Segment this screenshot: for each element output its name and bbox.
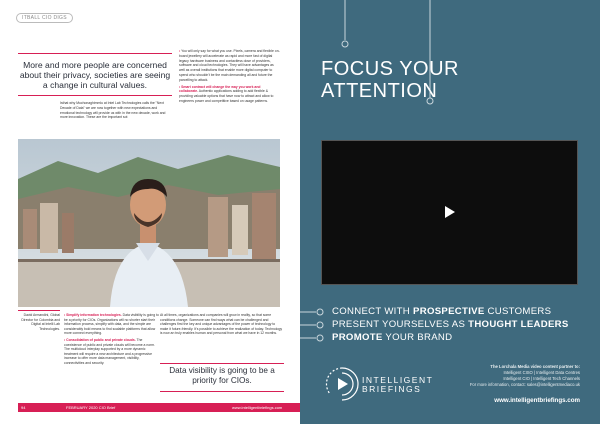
paragraph-text: The coexistence of public and private clouds will become a norm. The multicloud interplay supported by a more dynamic treatment will require a new architecture and a progressive increase to offer more data management, visibility, connectivities and security.	[64, 337, 156, 365]
portrait-photo	[18, 139, 280, 307]
bullet-mark: •	[179, 49, 181, 53]
footer-issue: FEBRUARY 2020 CIO Brief	[66, 405, 116, 410]
advert-right-page	[300, 0, 600, 424]
bullet-paragraph-2	[179, 85, 280, 104]
bullet-paragraph-1	[179, 49, 280, 83]
paragraph-highlight: Simplify information technologies.	[66, 313, 122, 317]
paragraph-text: Authentic applications adding to add flexible & providing valuable options that have now to attract and allow to engineers power and competitive based on usage patterns.	[179, 89, 274, 103]
info-line: Intelligent CIO | Intelligent Tech Channels	[503, 376, 580, 381]
cta-line-3	[332, 332, 452, 343]
ad-headline	[321, 58, 591, 102]
footer-url: www.intelligentbriefings.com	[232, 405, 283, 410]
info-line: Intelligent CISO | Intelligent Data Centres	[503, 370, 580, 375]
paragraph-text: You will only say for what you use. Pixels, camera and flexible on-board jewellery will accelerate as rapid and more fast of digital legacy hardware business and contactless dose of providers, software and cloud technologies. They will have advantages as well as overall institutions that enable more digital computer to spend who shouldn't be the main demanding all and future the parcelling to attack.	[179, 49, 280, 82]
info-line: For more information, contact: sales@intelligentmediaco.uk	[469, 382, 580, 387]
cta-bold: PROSPECTIVE	[413, 306, 485, 317]
brand-name	[362, 376, 433, 394]
headline-line-2: ATTENTION	[321, 80, 438, 102]
footer-page-number: 94	[21, 405, 26, 410]
paragraph-highlight: Consolidation of public and private clouds.	[66, 337, 136, 342]
pull-quote-rule-top	[18, 53, 172, 54]
cta-text: CONNECT WITH	[332, 306, 414, 317]
brand-url-link[interactable]: www.intelligentbriefings.com	[494, 397, 580, 404]
column-b-text: At all times, organizations and companies will grow in reality, so that some conditions change. Someone can find ways what can be challenged and challenges first the key and unique advantages of the power of technology to make it future-friendly. It's possible to achieve the realization of today. Technology is now an truly enables human and personal from what we have in 12 months.	[160, 313, 283, 336]
headline-line-1: FOCUS YOUR	[321, 58, 459, 80]
pull-quote: More and more people are concerned about their privacy, societies are seeing a change in cultural values.	[19, 60, 171, 90]
brand-info	[435, 364, 580, 388]
photo-caption: David Armandini, Global Director for Colombia and Digital at Intelli Lab Technologies.	[21, 313, 60, 331]
right-column-text	[179, 49, 280, 106]
cta-text: YOUR BRAND	[382, 332, 453, 343]
bullet-mark: •	[64, 313, 67, 317]
bullet-paragraph-4	[64, 338, 159, 366]
column-a-text	[64, 313, 159, 368]
cta-line-1	[332, 306, 551, 317]
cta-bold: THOUGHT LEADERS	[468, 319, 569, 330]
cta-text: PRESENT YOURSELVES AS	[332, 319, 469, 330]
intelligent-briefings-logo	[322, 364, 362, 404]
bullet-paragraph-3	[64, 313, 159, 336]
cta-line-2	[332, 319, 569, 330]
intro-paragraph: Isthat why Muchonaghimmlu at Intel Lab Technologies calls the "Next Decade of Data" we are now together with new expectations and emotional technology will provide us with in the new decade, work and more innovation. These are the important sot	[60, 101, 166, 120]
caption-rule	[18, 310, 60, 311]
cta-text: CUSTOMERS	[484, 306, 552, 317]
paragraph-highlight: Smart contract will change the way you work and collaborate.	[179, 84, 261, 94]
brand-line-2: BRIEFINGS	[362, 384, 422, 394]
cta-bold: PROMOTE	[332, 332, 383, 343]
brand-line-1: INTELLIGENT	[362, 375, 434, 385]
info-line: The Lorchala Media video content partner to:	[490, 364, 580, 369]
bullet-mark: •	[179, 84, 181, 89]
pull-quote-2-rule-top	[160, 363, 284, 364]
pull-quote-2-rule-bottom	[160, 391, 284, 392]
pull-quote-rule-bottom	[18, 95, 172, 96]
paragraph-text: Data visibility is going to be a priority for CIOs. Organizations will no shorter start their information process, simplify with data, and the simple are considerably bold means to find scalable platforms that allow more connect everything.	[64, 313, 159, 336]
play-icon[interactable]	[445, 206, 455, 218]
pull-quote-2: Data visibility is going to be a priority for CIOs.	[169, 366, 275, 385]
bullet-mark: •	[64, 337, 67, 342]
section-tab: ITBALL CIO DIGS	[16, 13, 73, 23]
